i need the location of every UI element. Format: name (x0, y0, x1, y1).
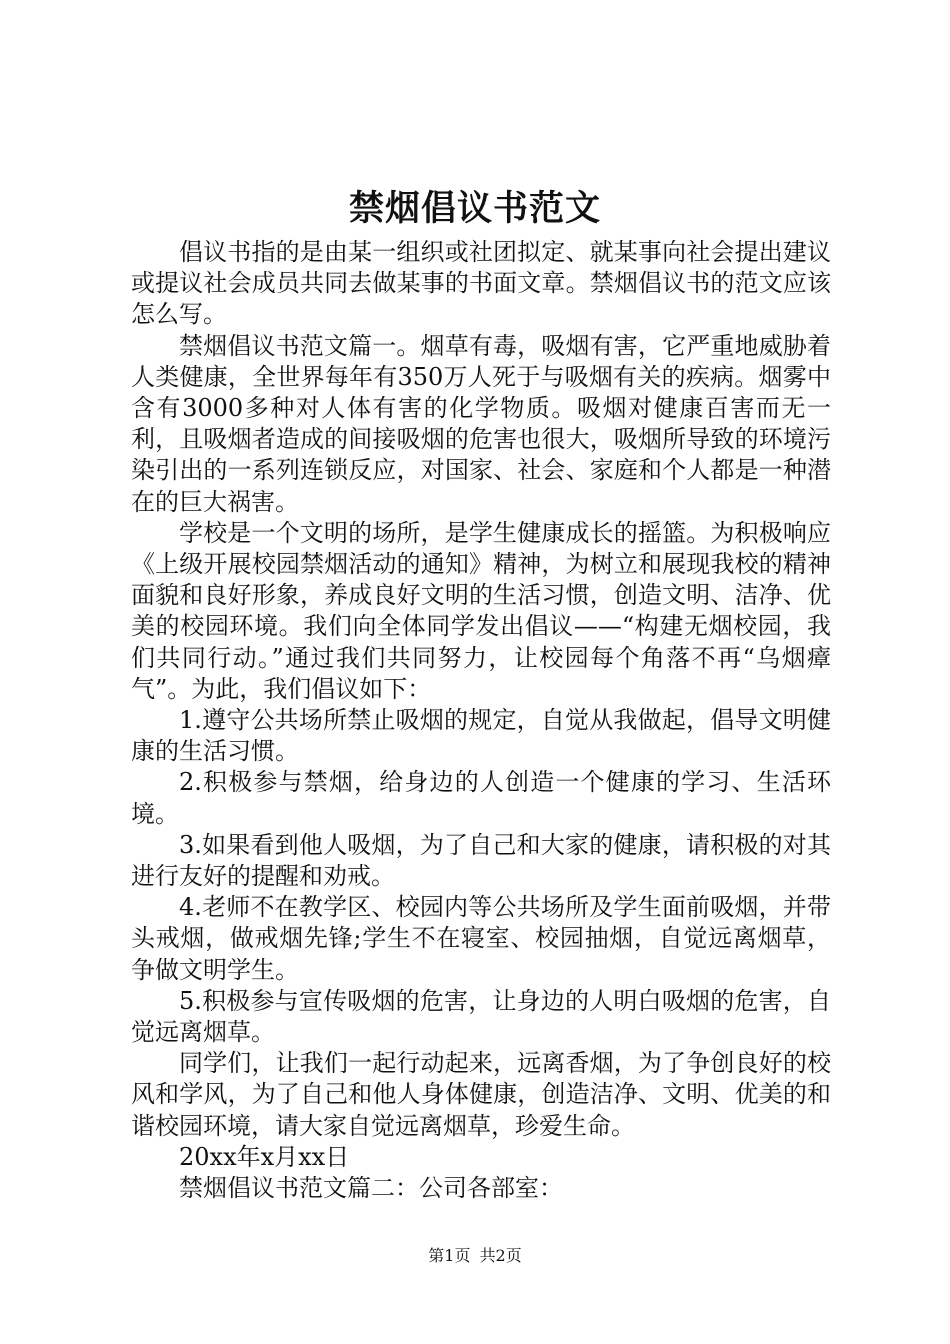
paragraph-item-2: 2.积极参与禁烟，给身边的人创造一个健康的学习、生活环境。 (131, 768, 831, 828)
paragraph-intro: 倡议书指的是由某一组织或社团拟定、就某事向社会提出建议或提议社会成员共同去做某事的书面文章。禁烟倡议书的范文应该怎么写。 (131, 238, 831, 329)
paragraph-sample-two: 禁烟倡议书范文篇二：公司各部室： (179, 1174, 563, 1203)
paragraph-closing: 同学们，让我们一起行动起来，远离香烟，为了争创良好的校风和学风，为了自己和他人身体健康，创造洁净、文明、优美的和谐校园环境，请大家自觉远离烟草，珍爱生命。 (131, 1049, 831, 1140)
paragraph-sample-one: 禁烟倡议书范文篇一。烟草有毒，吸烟有害，它严重地威胁着人类健康，全世界每年有350万人死于与吸烟有关的疾病。烟雾中含有3000多种对人体有害的化学物质。吸烟对健康百害而无一利，且吸烟者造成的间接吸烟的危害也很大，吸烟所导致的环境污染引出的一系列连锁反应，对国家、社会、家庭和个人都是一种潜在的巨大祸害。 (131, 331, 831, 516)
paragraph-item-1: 1.遵守公共场所禁止吸烟的规定，自觉从我做起，倡导文明健康的生活习惯。 (131, 706, 831, 766)
document-body (131, 237, 831, 1204)
page-title: 禁烟倡议书范文 (348, 188, 601, 229)
page-footer (0, 1245, 950, 1267)
paragraph-school: 学校是一个文明的场所，是学生健康成长的摇篮。为积极响应《上级开展校园禁烟活动的通知》精神，为树立和展现我校的精神面貌和良好形象，养成良好文明的生活习惯，创造文明、洁净、优美的校园环境。我们向全体同学发出倡议——“构建无烟校园，我们共同行动。”通过我们共同努力，让校园每个角落不再“乌烟瘴气”。为此，我们倡议如下： (131, 518, 831, 703)
paragraph-date: 20xx年x月xx日 (179, 1142, 350, 1171)
paragraph-item-4: 4.老师不在教学区、校园内等公共场所及学生面前吸烟，并带头戒烟，做戒烟先锋;学生不在寝室、校园抽烟，自觉远离烟草，争做文明学生。 (131, 893, 831, 984)
paragraph-item-5: 5.积极参与宣传吸烟的危害，让身边的人明白吸烟的危害，自觉远离烟草。 (131, 986, 831, 1047)
page-number: 第1页 (428, 1246, 471, 1265)
page-total: 共2页 (479, 1246, 522, 1265)
paragraph-item-3: 3.如果看到他人吸烟，为了自己和大家的健康，请积极的对其进行友好的提醒和劝戒。 (131, 830, 831, 891)
